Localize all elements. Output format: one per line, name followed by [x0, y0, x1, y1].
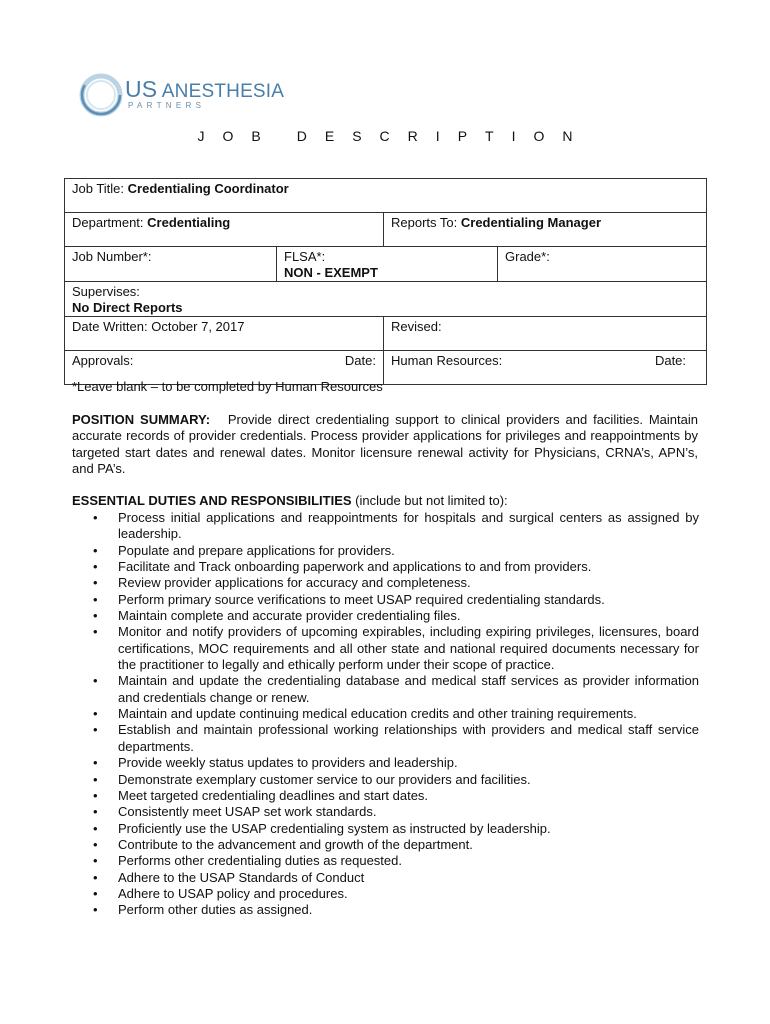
- hr-date-label: Date:: [654, 353, 687, 368]
- department-label: Department:: [72, 215, 144, 230]
- position-summary-label: POSITION SUMMARY:: [72, 412, 211, 427]
- bullet-icon: •: [93, 787, 98, 803]
- heading-letter: I: [511, 128, 516, 144]
- list-item: • Contribute to the advancement and growth of the department.: [93, 836, 473, 852]
- flsa-value: NON - EXEMPT: [284, 265, 378, 280]
- supervises-value: No Direct Reports: [72, 300, 183, 315]
- job-title-label: Job Title:: [72, 181, 125, 196]
- heading-letter: R: [407, 128, 418, 144]
- logo-wordmark: US ANESTHESIA: [125, 76, 285, 102]
- bullet-icon: •: [93, 624, 98, 640]
- job-number-label: Job Number*:: [72, 249, 152, 264]
- heading-letter: D: [296, 128, 307, 144]
- position-summary-text: Provide direct credentialing support to clinical providers and facilities. Maintain accurate records of provider credentials. Process provider applications for privileges and reappointments by targeted start dates and renewal dates. Monitor licensure renewal activity for Physicians, CRNA’s, APN’s, and PA’s.: [72, 412, 698, 476]
- list-item: • Provide weekly status updates to providers and leadership.: [93, 755, 458, 771]
- approvals-label: Approvals:: [72, 353, 134, 368]
- job-title-value: Credentialing Coordinator: [127, 181, 289, 196]
- list-item: • Maintain and update continuing medical education credits and other training requirements.: [93, 706, 637, 722]
- flsa-label: FLSA*:: [284, 249, 326, 264]
- list-item: • Performs other credentialing duties as requested.: [93, 853, 402, 869]
- human-resources-cell: [384, 351, 707, 385]
- bullet-icon: •: [93, 869, 98, 885]
- heading-letter: B: [251, 128, 261, 144]
- reports-to-label: Reports To:: [391, 215, 458, 230]
- bullet-icon: •: [93, 722, 98, 738]
- list-item: • Facilitate and Track onboarding paperwork and applications to and from providers.: [93, 559, 592, 575]
- list-item: • Establish and maintain professional working relationships with providers and medical staff service departments.: [93, 722, 699, 754]
- duties-heading: [72, 493, 508, 508]
- date-written: Date Written: October 7, 2017: [72, 319, 245, 334]
- list-item: • Maintain and update the credentialing database and medical staff services as provider information and credentials change or renew.: [93, 673, 699, 705]
- list-item: • Adhere to the USAP Standards of Conduct: [93, 869, 365, 885]
- reports-to-value: Credentialing Manager: [460, 215, 602, 230]
- list-item: • Perform other duties as assigned.: [93, 902, 313, 918]
- job-title-cell: [65, 179, 707, 213]
- job-number-cell: [65, 247, 277, 282]
- approvals-date-label: Date:: [344, 353, 376, 368]
- reports-to-cell: [384, 213, 707, 247]
- list-item: • Proficiently use the USAP credentialing system as instructed by leadership.: [93, 820, 551, 836]
- list-item: • Monitor and notify providers of upcoming expirables, including expiring privileges, licensures, board certifications, MOC requirements and all other state and national required documents necessary for the practitioner to legally and ethically perform under their scope of practice.: [93, 624, 699, 673]
- heading-letter: N: [562, 128, 573, 144]
- duties-qualifier: (include but not limited to):: [355, 493, 508, 508]
- bullet-icon: •: [93, 902, 98, 918]
- position-summary: [72, 412, 698, 477]
- heading-letter: P: [457, 128, 468, 144]
- heading-letter: E: [324, 128, 335, 144]
- supervises-cell: [65, 282, 707, 317]
- list-item: • Meet targeted credentialing deadlines and start dates.: [93, 787, 429, 803]
- bullet-icon: •: [93, 542, 98, 558]
- bullet-icon: •: [93, 804, 98, 820]
- duties-label: ESSENTIAL DUTIES AND RESPONSIBILITIES: [72, 493, 352, 508]
- heading-letter: O: [222, 128, 234, 144]
- heading-letter: O: [533, 128, 545, 144]
- supervises-label: Supervises:: [72, 284, 140, 299]
- bullet-icon: •: [93, 591, 98, 607]
- grade-cell: [498, 247, 707, 282]
- heading-letter: C: [379, 128, 390, 144]
- revised-label: Revised:: [391, 319, 442, 334]
- bullet-icon: •: [93, 559, 98, 575]
- company-logo: [78, 70, 285, 120]
- grade-label: Grade*:: [505, 249, 550, 264]
- bullet-icon: •: [93, 771, 98, 787]
- bullet-icon: •: [93, 608, 98, 624]
- bullet-icon: •: [93, 755, 98, 771]
- bullet-icon: •: [93, 673, 98, 689]
- revised-cell: [384, 317, 707, 351]
- bullet-icon: •: [93, 885, 98, 901]
- list-item: • Adhere to USAP policy and procedures.: [93, 885, 348, 901]
- bullet-icon: •: [93, 706, 98, 722]
- bullet-icon: •: [93, 853, 98, 869]
- bullet-icon: •: [93, 836, 98, 852]
- department-cell: [65, 213, 384, 247]
- job-info-table: [64, 178, 707, 385]
- flsa-cell: [277, 247, 498, 282]
- list-item: • Process initial applications and reappointments for hospitals and surgical centers as assigned by leadership.: [93, 510, 699, 542]
- bullet-icon: •: [93, 575, 98, 591]
- list-item: • Populate and prepare applications for providers.: [93, 542, 395, 558]
- duties-list: [72, 510, 699, 919]
- document-heading: [0, 128, 770, 144]
- heading-letter: T: [485, 128, 494, 144]
- bullet-icon: •: [93, 510, 98, 525]
- date-written-cell: [65, 317, 384, 351]
- logo-ring-icon: [78, 70, 124, 120]
- logo-subtitle: PARTNERS: [128, 101, 206, 110]
- list-item: • Demonstrate exemplary customer service to our providers and facilities.: [93, 771, 531, 787]
- list-item: • Consistently meet USAP set work standards.: [93, 804, 377, 820]
- heading-letter: S: [352, 128, 362, 144]
- human-resources-label: Human Resources:: [391, 353, 503, 368]
- list-item: • Perform primary source verifications to meet USAP required credentialing standards.: [93, 591, 605, 607]
- bullet-icon: •: [93, 820, 98, 836]
- list-item: • Review provider applications for accuracy and completeness.: [93, 575, 471, 591]
- heading-letter: I: [435, 128, 440, 144]
- department-value: Credentialing: [147, 215, 231, 230]
- leave-blank-note: *Leave blank – to be completed by Human Resources: [72, 379, 383, 394]
- list-item: • Maintain complete and accurate provider credentialing files.: [93, 608, 461, 624]
- heading-letter: J: [197, 128, 205, 144]
